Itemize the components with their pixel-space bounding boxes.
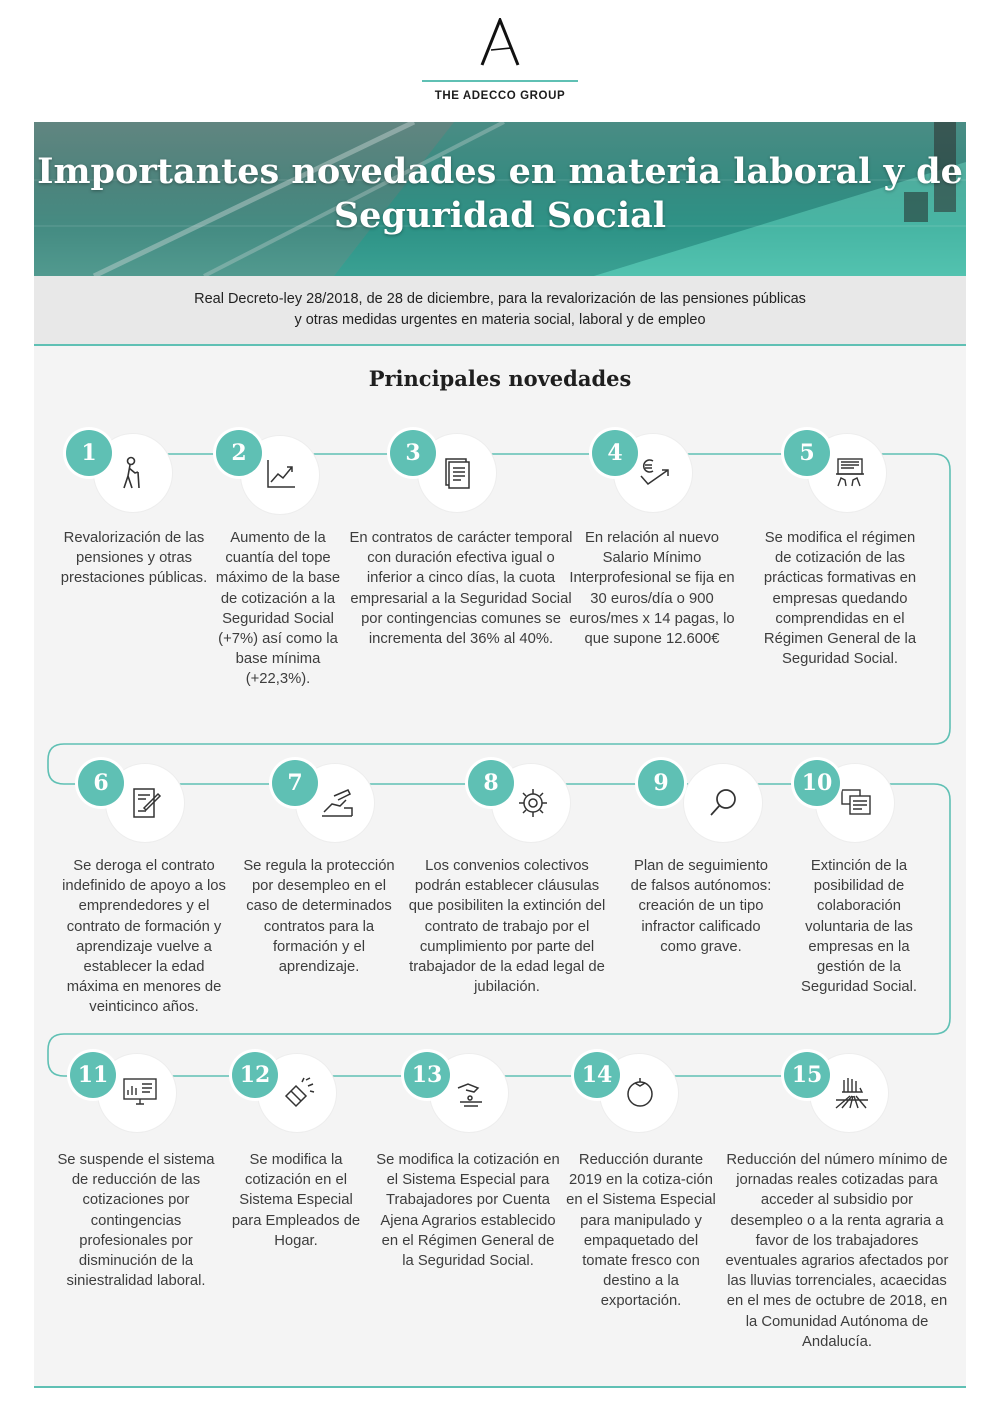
- item-10-number: 10: [794, 760, 840, 806]
- subtitle-line-1: Real Decreto-ley 28/2018, de 28 de diciembre, para la revalorización de las pensiones públicas: [194, 291, 806, 307]
- item-14-text: Reducción durante 2019 en la cotiza-ción en el Sistema Especial para manipulado y empaquetado del tomate fresco con destino a la exportación.: [566, 1152, 716, 1310]
- adecco-a-icon: [478, 18, 522, 66]
- item-9-text: Plan de seguimiento de falsos autónomos: creación de un tipo infractor calificado como grave.: [630, 858, 772, 955]
- item-9-number: 9: [638, 760, 684, 806]
- subtitle-line-2: y otras medidas urgentes en materia social, laboral y de empleo: [294, 312, 706, 328]
- elderly-person-icon: [118, 456, 148, 490]
- item-5-number: 5: [784, 430, 830, 476]
- laptop-hands-icon: [832, 456, 866, 490]
- euro-hand-icon: [638, 456, 672, 490]
- brand-name: THE ADECCO GROUP: [434, 90, 566, 102]
- bottom-divider: [34, 1386, 966, 1388]
- document-icon: [442, 456, 472, 490]
- item-12-text: Se modifica la cotización en el Sistema Especial para Empleados de Hogar.: [231, 1152, 361, 1249]
- item-6-text: Se deroga el contrato indefinido de apoyo a los emprendedores y el contrato de formación y aprendizaje vuelve a establecer la edad máxima en menores de veinticinco años.: [62, 858, 226, 1016]
- cleaning-hand-icon: [282, 1076, 316, 1110]
- planting-hand-icon: [454, 1076, 488, 1108]
- brand-logo: [0, 18, 1000, 102]
- item-13-text: Se modifica la cotización en el Sistema Especial para Trabajadores por Cuenta Ajena Agrarios establecido en el Régimen General de la Seguridad Social.: [376, 1152, 560, 1270]
- item-9-icon-circle: [684, 764, 762, 842]
- item-10-text: Extinción de la posibilidad de colaboración voluntaria de las empresas en la gestión de la Seguridad Social.: [801, 858, 917, 996]
- item-6-number: 6: [78, 760, 124, 806]
- item-8-number: 8: [468, 760, 514, 806]
- item-2-text: Aumento de la cuantía del tope máximo de la base de cotización a la Seguridad Social (+7%) así como la base mínima (+22,3%).: [215, 530, 341, 688]
- hero-banner: [34, 122, 966, 276]
- monitor-chart-icon: [122, 1076, 158, 1108]
- item-7-number: 7: [272, 760, 318, 806]
- contract-pen-icon: [130, 786, 162, 820]
- item-15-number: 15: [784, 1052, 830, 1098]
- item-11-number: 11: [70, 1052, 116, 1098]
- item-14-number: 14: [574, 1052, 620, 1098]
- subtitle: [194, 289, 806, 331]
- item-8-text: Los convenios colectivos podrán establecer cláusulas que posibiliten la extinción del contrato de trabajo por el cumplimiento por parte del trabajador de la edad legal de jubilación.: [408, 858, 606, 996]
- hero-title: Importantes novedades en materia laboral y de Seguridad Social: [37, 151, 963, 236]
- forms-icon: [840, 786, 874, 818]
- item-3-number: 3: [390, 430, 436, 476]
- field-hand-icon: [834, 1076, 870, 1110]
- item-7-text: Se regula la protección por desempleo en el caso de determinados contratos para la formación y el aprendizaje.: [243, 858, 395, 976]
- item-11-text: Se suspende el sistema de reducción de las cotizaciones por contingencias profesionales por disminución de la siniestralidad laboral.: [57, 1152, 215, 1290]
- item-12-number: 12: [232, 1052, 278, 1098]
- item-15-text: Reducción del número mínimo de jornadas reales cotizadas para acceder al subsidio por desempleo o a la renta agraria a favor de los trabajadores eventuales agrarios afectados por las lluvias torrenciales, acaecidas en el mes de octubre de 2018, en la Comunidad Autónoma de Andalucía.: [725, 1152, 949, 1350]
- item-1-text: Revalorización de las pensiones y otras prestaciones públicas.: [60, 530, 208, 587]
- magnifier-icon: [708, 786, 740, 818]
- gear-people-icon: [516, 786, 550, 820]
- item-13-number: 13: [404, 1052, 450, 1098]
- item-1-number: 1: [66, 430, 112, 476]
- item-2-number: 2: [216, 430, 262, 476]
- main-panel: [34, 346, 966, 1386]
- line-chart-icon: [265, 458, 297, 490]
- signing-hand-icon: [320, 786, 354, 818]
- subtitle-box: [34, 276, 966, 344]
- tomato-icon: [624, 1076, 656, 1108]
- item-4-number: 4: [592, 430, 638, 476]
- item-5-text: Se modifica el régimen de cotización de las prácticas formativas en empresas quedando comprendidas en el Régimen General de la Seguridad Social.: [763, 530, 917, 668]
- logo-divider: [422, 80, 578, 82]
- item-3-text: En contratos de carácter temporal con duración efectiva igual o inferior a cinco días, la cuota empresarial a la Seguridad Social por contingencias comunes se incrementa del 36% al 40%.: [349, 530, 573, 648]
- section-title: Principales novedades: [368, 366, 632, 391]
- item-4-text: En relación al nuevo Salario Mínimo Interprofesional se fija en 30 euros/día o 900 euros/mes x 14 pagas, lo que supone 12.600€: [569, 530, 735, 648]
